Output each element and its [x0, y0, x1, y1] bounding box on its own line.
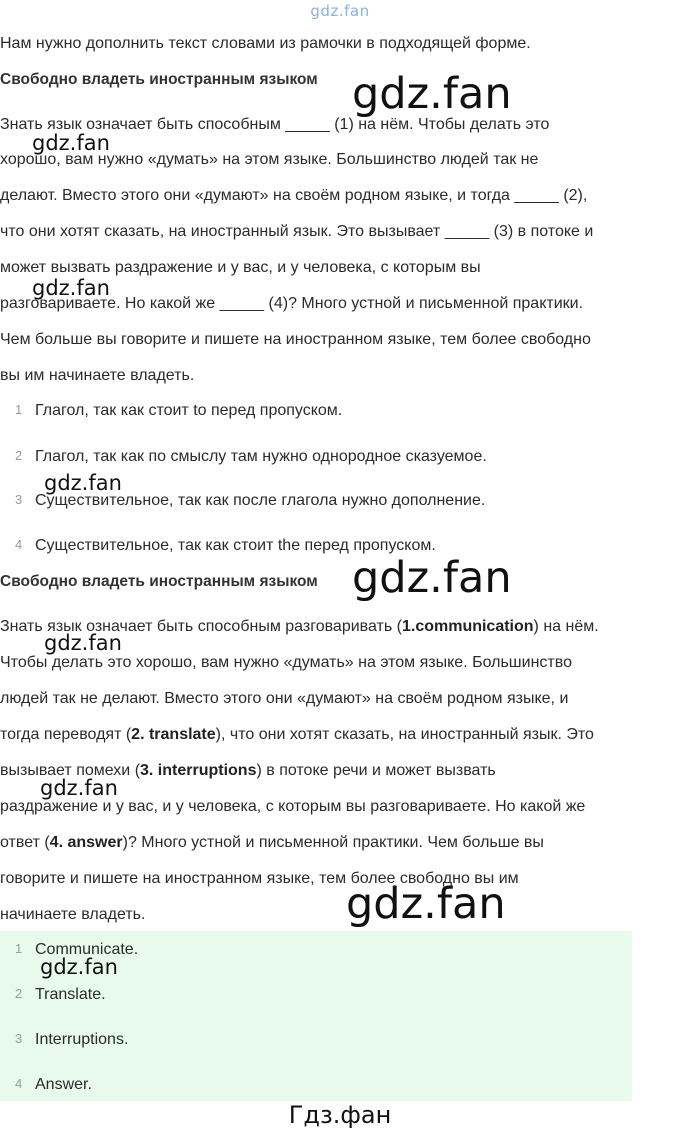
footer-site-name: Гдз.фан	[288, 1101, 392, 1129]
watermark: gdz.fan	[346, 879, 506, 929]
answer-number: 2	[15, 986, 23, 1001]
section2-heading: Свободно владеть иностранным языком	[0, 573, 318, 590]
section2-line: тогда переводят (2. translate), что они хотят сказать, на иностранный язык. Это	[0, 726, 594, 743]
section1-line: делают. Вместо этого они «думают» на своём родном языке, и тогда _____ (2),	[0, 187, 588, 204]
hint-number: 4	[15, 537, 23, 552]
section1-line: вы им начинаете владеть.	[0, 367, 195, 384]
answer-text: Communicate.	[35, 941, 139, 958]
section1-line: хорошо, вам нужно «думать» на этом языке. Большинство людей так не	[0, 151, 539, 168]
section1-line: Знать язык означает быть способным _____ (1) на нём. Чтобы делать это	[0, 116, 550, 133]
answer-highlight: 1.communication	[401, 618, 534, 635]
task-text: Нам нужно дополнить текст словами из рамочки в подходящей форме.	[0, 35, 531, 52]
section2-line: раздражение и у вас, и у человека, с которым вы разговариваете. Но какой же	[0, 798, 586, 815]
site-logo: gdz.fan	[310, 2, 370, 20]
section1-line: Чем больше вы говорите и пишете на иностранном языке, тем более свободно	[0, 331, 591, 348]
watermark: gdz.fan	[40, 955, 118, 979]
answer-number: 1	[15, 941, 23, 956]
answer-highlight: 2. translate	[131, 726, 216, 743]
answer-number: 4	[15, 1076, 23, 1091]
section2-line: начинаете владеть.	[0, 906, 146, 923]
watermark: gdz.fan	[352, 553, 512, 603]
section2-line: людей так не делают. Вместо этого они «думают» на своём родном языке, и	[0, 690, 569, 707]
answer-highlight: 4. answer	[49, 834, 123, 851]
hint-text: Существительное, так как после глагола нужно дополнение.	[35, 492, 486, 509]
section2-line: ответ (4. answer)? Много устной и письменной практики. Чем больше вы	[0, 834, 544, 851]
hint-text: Глагол, так как стоит to перед пропуском.	[35, 402, 343, 419]
watermark: gdz.fan	[352, 69, 512, 119]
answer-text: Interruptions.	[35, 1031, 129, 1048]
section2-line: вызывает помехи (3. interruptions) в потоке речи и может вызвать	[0, 762, 496, 779]
section2-line: говорите и пишете на иностранном языке, тем более свободно вы им	[0, 870, 519, 887]
hint-number: 2	[15, 448, 23, 463]
answer-highlight: 3. interruptions	[140, 762, 257, 779]
answer-number: 3	[15, 1031, 23, 1046]
hint-number: 3	[15, 492, 23, 507]
section2-line: Чтобы делать это хорошо, вам нужно «думать» на этом языке. Большинство	[0, 654, 572, 671]
hint-number: 1	[15, 402, 23, 417]
hint-text: Глагол, так как по смыслу там нужно однородное сказуемое.	[35, 448, 487, 465]
section1-heading: Свободно владеть иностранным языком	[0, 71, 318, 88]
watermark: gdz.fan	[40, 776, 118, 800]
answer-text: Translate.	[35, 986, 106, 1003]
section1-line: что они хотят сказать, на иностранный язык. Это вызывает _____ (3) в потоке и	[0, 223, 594, 240]
answer-text: Answer.	[35, 1076, 92, 1093]
watermark: gdz.fan	[32, 276, 110, 300]
section1-line: может вызвать раздражение и у вас, и у человека, с которым вы	[0, 259, 481, 276]
hint-text: Существительное, так как стоит the перед пропуском.	[35, 537, 436, 554]
section2-line: Знать язык означает быть способным разговаривать (1.communication) на нём.	[0, 618, 599, 635]
watermark: gdz.fan	[44, 631, 122, 655]
watermark: gdz.fan	[32, 131, 110, 155]
section1-line: разговариваете. Но какой же _____ (4)? Много устной и письменной практики.	[0, 295, 584, 312]
watermark: gdz.fan	[44, 471, 122, 495]
